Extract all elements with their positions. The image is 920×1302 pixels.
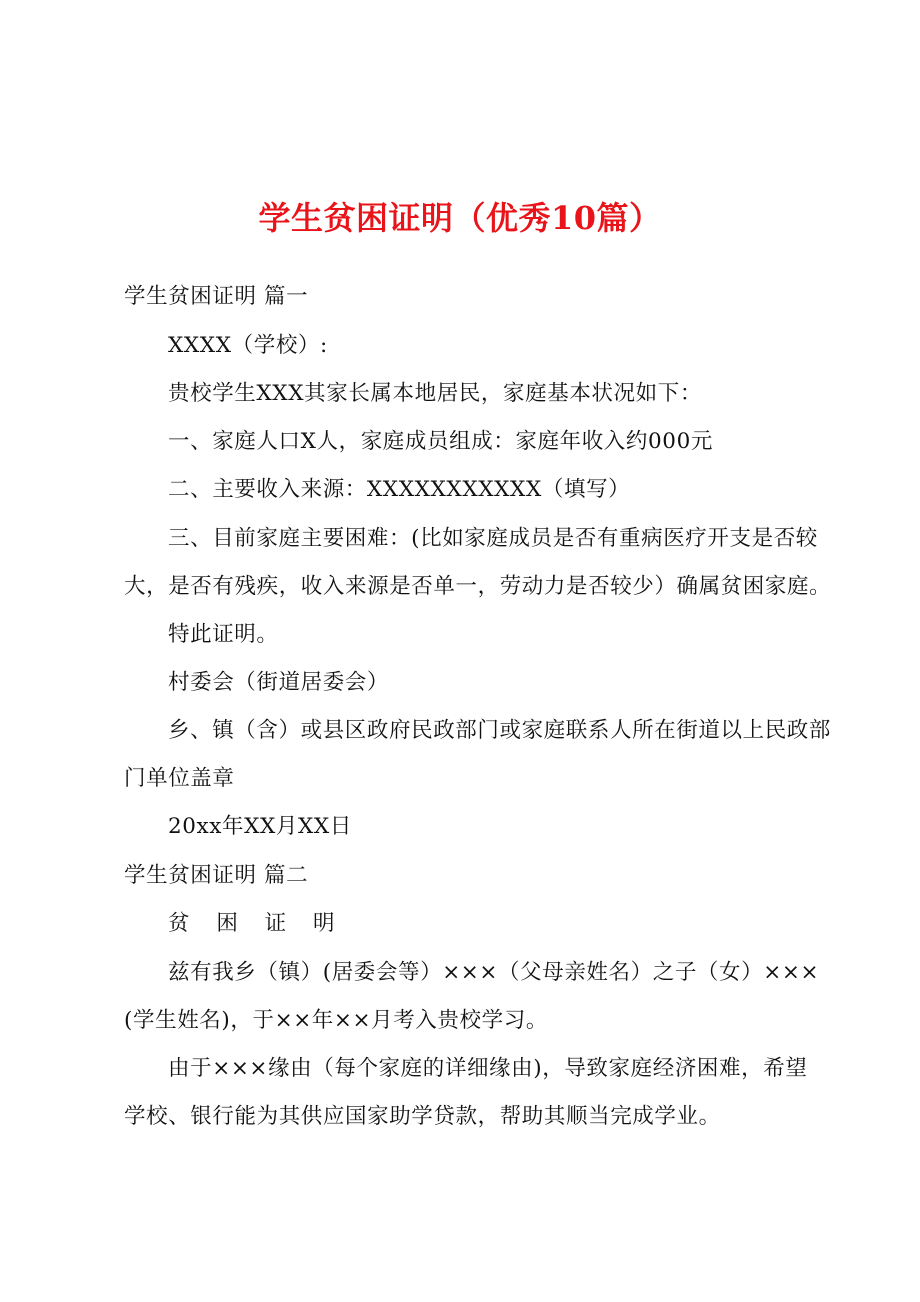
- item-3-paragraph-line-1: 三、目前家庭主要困难：(比如家庭成员是否有重病医疗开支是否较: [168, 526, 818, 551]
- poverty-certificate-title: 贫 困 证 明: [168, 911, 345, 936]
- document-title: 学生贫困证明（优秀10篇）: [258, 199, 662, 237]
- item-3-paragraph-line-2: 大，是否有残疾，收入来源是否单一，劳动力是否较少）确属贫困家庭。: [124, 574, 832, 599]
- committee-line: 村委会（街道居委会）: [168, 670, 390, 695]
- addressee-line: XXXX（学校）:: [168, 333, 328, 358]
- paragraph-1-line-2: (学生姓名)，于××年××月考入贵校学习。: [124, 1008, 548, 1033]
- section-heading-2: 学生贫困证明 篇二: [124, 863, 309, 888]
- paragraph-1-line-1: 兹有我乡（镇）(居委会等）×××（父母亲姓名）之子（女）×××: [168, 960, 820, 985]
- closing-line: 特此证明。: [168, 622, 279, 647]
- item-1-paragraph: 一、家庭人口X人，家庭成员组成：家庭年收入约000元: [168, 429, 713, 454]
- section-heading-1: 学生贫困证明 篇一: [124, 284, 309, 309]
- item-2-paragraph: 二、主要收入来源：XXXXXXXXXXX（填写）: [168, 477, 631, 502]
- paragraph-2-line-1: 由于×××缘由（每个家庭的详细缘由)，导致家庭经济困难，希望: [168, 1056, 808, 1081]
- paragraph-2-line-2: 学校、银行能为其供应国家助学贷款，帮助其顺当完成学业。: [124, 1104, 721, 1129]
- intro-paragraph: 贵校学生XXX其家长属本地居民，家庭基本状况如下：: [168, 381, 702, 406]
- date-line: 20xx年XX月XX日: [168, 814, 352, 839]
- stamp-paragraph-line-1: 乡、镇（含）或县区政府民政部门或家庭联系人所在街道以上民政部: [168, 718, 832, 743]
- stamp-paragraph-line-2: 门单位盖章: [124, 766, 235, 791]
